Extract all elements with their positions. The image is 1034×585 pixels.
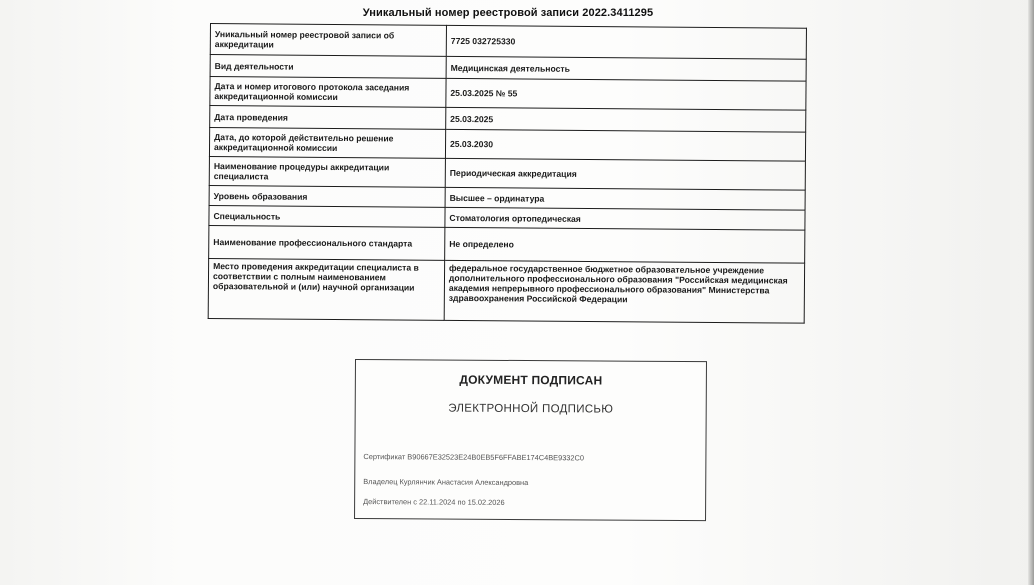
table-row [210,24,806,60]
row-value: Периодическая аккредитация [445,158,805,190]
registry-heading: Уникальный номер реестровой записи 2022.3411295 [362,7,654,19]
signature-owner: Владелец Курлянчик Анастасия Александровна [363,477,529,488]
row-value: 25.03.2030 [445,129,805,161]
signature-subtitle: ЭЛЕКТРОННОЙ ПОДПИСЬЮ [448,402,614,416]
row-label: Вид деятельности [210,55,446,79]
row-value: Высшее – ординатура [445,187,805,210]
signature-certificate: Сертификат B90667E32523E24B0EB5F6FFABE174C4BE9332C0 [363,452,585,463]
row-value: 7725 032725330 [446,25,806,59]
row-label: Специальность [209,205,445,227]
row-value: 25.03.2025 [446,107,806,132]
row-value: Медицинская деятельность [446,56,806,81]
row-label: Место проведения аккредитации специалиста в соответствии с полным наименованием образовательной и (или) научной организации [208,258,444,320]
row-value: федеральное государственное бюджетное образовательное учреждение дополнительного профессионального образования "Российская медицинская академия непрерывного профессионального образования" Министерства здравоохранения Российской Федерации [444,260,805,323]
row-label: Дата и номер итогового протокола заседания аккредитационной комиссии [210,77,446,108]
row-value: Не определено [445,227,805,263]
scan-edge [1028,0,1034,585]
signature-title: ДОКУМЕНТ ПОДПИСАН [459,372,603,388]
table-row [210,77,806,111]
row-label: Дата проведения [210,106,446,130]
table-row [209,225,805,263]
row-label: Наименование профессионального стандарта [209,225,445,260]
row-label: Уровень образования [209,185,445,207]
row-value: Стоматология ортопедическая [445,207,805,230]
row-label: Дата, до которой действительно решение аккредитационной комиссии [209,128,445,159]
row-label: Уникальный номер реестровой записи об аккредитации [210,24,446,57]
row-value: 25.03.2025 № 55 [446,78,806,110]
accreditation-table [208,23,807,324]
row-label: Наименование процедуры аккредитации специалиста [209,156,445,187]
table-row [209,156,805,190]
electronic-signature-stamp [354,359,707,521]
signature-validity: Действителен с 22.11.2024 по 15.02.2026 [363,497,505,507]
table-row [208,258,804,323]
table-row [209,128,805,162]
